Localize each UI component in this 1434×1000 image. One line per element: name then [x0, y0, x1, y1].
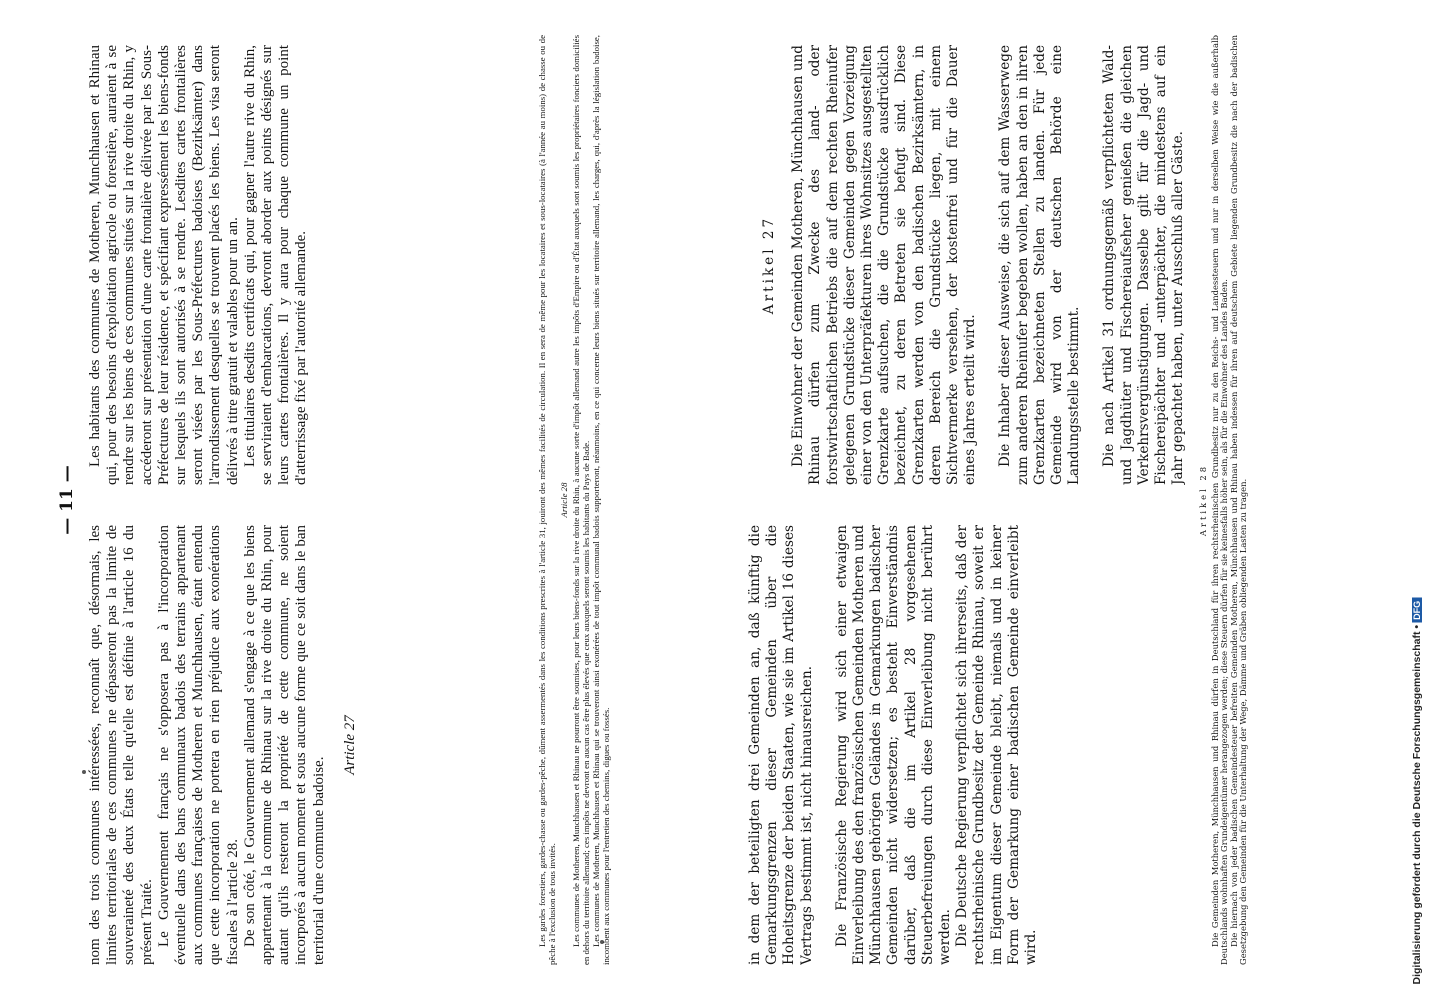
german-article-28-heading: Artikel 28	[1198, 463, 1208, 537]
french-paragraph: Les habitants des communes de Motheren, Munchhausen et Rhinau qui, pour des besoins d'exploitation agricole ou forestière, auraient à se rendre sur les biens de ces communes situés sur la rive droite du Rhin, y accéderont sur présentation d'une carte frontalière délivrée par les Sous-Préfectures de leur résidence, et spécifiant expressément les biens-fonds sur lesquels ils sont autorisés à se rendre. Lesdites cartes frontalières seront visées par les Sous-Préfectures badoises (Bezirksämter) dans l'arrondissement desquelles se trouvent placés les biens. Les visa seront délivrés à titre gratuit et valables pour un an.	[87, 45, 241, 485]
german-article-27-heading: Artikel 27	[761, 215, 777, 315]
german-paragraph: in dem der beteiligten drei Gemeinden an, daß künftig die Gemarkungsgrenzen dieser Gemeinden über die Hoheitsgrenze der beiden Staaten, wie sie im Artikel 16 dieses Vertrags bestimmt ist, nicht hinausreichen.	[747, 525, 815, 965]
french-article-27-heading: Article 27	[341, 715, 358, 775]
page-number: — 11 —	[57, 465, 77, 535]
french-paragraph: Les gardes forestiers, gardes-chasse ou gardes-pêche, dûment assermentés dans les conditions prescrites à l'article 31, jouiront des mêmes facilités de circulation. Il en sera de même pour les locataires et sous-locataires (à l'année au moins) de chasse ou de pêche à l'exclusion de tous invités.	[537, 35, 557, 965]
german-paragraph: Die Gemeinden Motheren, Münchhausen und Rhinau dürfen in Deutschland für ihren rechtsrheinischen Grundbesitz nur zu den Reichs- und Landessteuern und nur in derselben Weise wie die außerhalb Deutschlands wohnhaften Grundeigentümer herangezogen werden; diese Steuern dürfen für sie keinesfalls höher sein, als für die Einwohner des Landes Baden.	[1209, 35, 1230, 965]
dfg-logo: DFG	[1412, 598, 1422, 623]
french-paragraph: Les communes de Motheren, Munchhausen et Rhinau qui se trouveront ainsi exonérées de tout impôt communal badois supporteront, néanmoins, en ce qui concerne leurs biens situés sur territoire allemand, les charges, qui, d'après la législation badoise, incombent aux communes pour l'entretien des chemins, digues ou fossés.	[591, 35, 611, 965]
german-paragraph: Die Französische Regierung wird sich einer etwaigen Einverleibung des den französischen Gemeinden Motheren und Münchhausen gehörigen Geländes in Gemarkungen badischer Gemeinden nicht widersetzen; es besteht Einverständnis darüber, daß die im Artikel 28 vorgesehenen Steuerbefreiungen durch diese Einverleibung nicht berührt werden.	[833, 525, 954, 965]
german-paragraph: Die nach Artikel 31 ordnungsgemäß verpflichteten Wald- und Jagdhüter und Fischereiaufseher genießen die gleichen Verkehrsvergünstigungen. Dasselbe gilt für die Jagd- und Fischereipächter und -unterpächter, die mindestens auf ein Jahr gepachtet haben, unter Ausschluß aller Gäste.	[1101, 45, 1187, 485]
german-article-28	[1197, 35, 1367, 965]
rotated-article-28	[57, 35, 1377, 965]
german-paragraph: Die Inhaber dieser Ausweise, die sich auf dem Wasserwege zum anderen Rheinufer begeben wollen, haben an den in ihren Grenzkarten bezeichneten Stellen zu landen. Für jede Gemeinde wird von der deutschen Behörde eine Landungsstelle bestimmt.	[997, 45, 1083, 485]
french-paragraph: nom des trois communes intéressées, reconnaît que, désormais, les limites territoriales de ces communes ne dépasseront pas la limite de souveraineté des deux États telle qu'elle est définie à l'article 16 du présent Traité.	[87, 525, 155, 965]
french-paragraph: Les communes de Motheren, Munchhausen et Rhinau ne pourront être soumises, pour leurs biens-fonds sur la rive droite du Rhin, à aucune sorte d'impôt allemand autre les impôts d'Empire ou d'État auxquels sont soumis les propriétaires fonciers domiciliés en dehors du territoire allemand; ces impôts ne devront en aucun cas être plus élevés que ceux auxquels seront soumis les habitants du Pays de Bade.	[571, 35, 591, 965]
german-paragraph: Die Deutsche Regierung verpflichtet sich ihrerseits, daß der rechtsrheinische Grundbesitz der Gemeinde Rhinau, soweit er im Eigentum dieser Gemeinde bleibt, niemals und in keiner Form der Gemarkung einer badischen Gemeinde einverleibt wird.	[954, 525, 1040, 965]
dfg-watermark	[1410, 10, 1432, 985]
watermark-text: Digitalisierung gefördert durch die Deutsche Forschungsgemeinschaft •	[1411, 624, 1423, 985]
french-article-28	[537, 35, 717, 965]
french-article-28-heading: Article 28	[559, 482, 569, 518]
german-paragraph: Die Einwohner der Gemeinden Motheren, Münchhausen und Rhinau dürfen zum Zwecke des land- oder forstwirtschaftlichen Betriebs die auf dem rechten Rheinufer gelegenen Grundstücke dieser Gemeinden gegen Vorzeigung einer von den Unterpräfekturen ihres Wohnsitzes ausgestellten Grenzkarte aufsuchen, die die Grundstücke ausdrücklich bezeichnet, zu deren Betreten sie befugt sind. Diese Grenzkarten werden von den badischen Bezirksämtern, in deren Bereich die Grundstücke liegen, mit einem Sichtvermerke versehen, der kostenfrei und für die Dauer eines Jahres erteilt wird.	[790, 45, 979, 485]
german-paragraph: Die hiernach von jeder badischen Gemeindesteuer befreiten Gemeinden Motheren, Münchhausen und Rhinau haben indessen für ihren auf deutschem Gebiete liegenden Grundbesitz die nach der badischen Gesetzgebung den Gemeinden für die Unterhaltung der Wege, Dämme und Gräben obliegenden Lasten zu tragen.	[1228, 35, 1249, 965]
french-paragraph: De son côté, le Gouvernement allemand s'engage à ce que les biens appartenant à la commune de Rhinau sur la rive droite du Rhin, pour autant qu'ils resteront la propriété de cette commune, ne soient incorporés à aucun moment et sous aucune forme que ce soit dans le ban territorial d'une commune badoise.	[241, 525, 327, 965]
french-paragraph: Le Gouvernement français ne s'opposera pas à l'incorporation éventuelle dans des bans communaux badois des terrains appartenant aux communes françaises de Motheren et Munchhausen, étant entendu que cette incorporation ne portera en rien préjudice aux exonérations fiscales à l'article 28.	[155, 525, 241, 965]
french-paragraph: Les titulaires desdits certificats qui, pour gagner l'autre rive du Rhin, se serviraient d'embarcations, devront aborder aux points désignés sur leurs cartes frontalières. Il y aura pour chaque commune un point d'atterrissage fixé par l'autorité allemande.	[241, 45, 310, 485]
